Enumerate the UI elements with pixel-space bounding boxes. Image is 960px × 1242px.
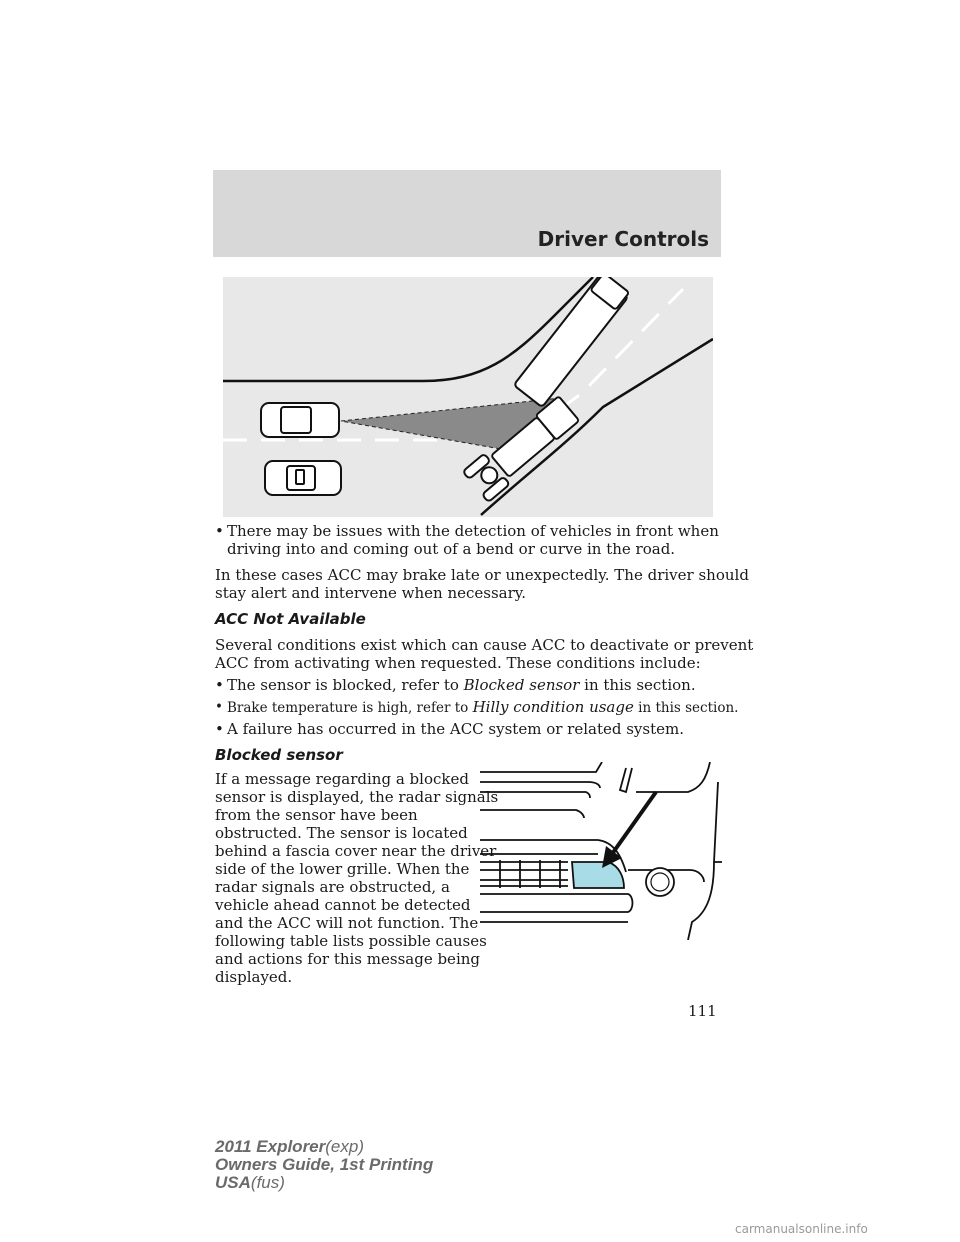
bullet-text: A failure has occurred in the ACC system or related system. — [227, 720, 684, 738]
paragraph-blocked-sensor-line: obstructed. The sensor is located — [215, 824, 468, 842]
bullet-brake-temperature — [215, 698, 738, 717]
footer-model-code: (exp) — [325, 1137, 364, 1156]
paragraph-blocked-sensor-line: If a message regarding a blocked — [215, 770, 469, 788]
paragraph-blocked-sensor-line: sensor is displayed, the radar signals — [215, 788, 499, 806]
paragraph-brake — [215, 566, 749, 602]
footer — [215, 1138, 433, 1192]
page-number: 111 — [688, 1002, 717, 1020]
footer-printing: Owners Guide, 1st Printing — [215, 1155, 434, 1174]
bullet-bend-line-2: driving into and coming out of a bend or curve in the road. — [227, 540, 676, 558]
curve-detection-illustration — [223, 277, 713, 517]
bullet-bend — [215, 522, 719, 558]
paragraph-blocked-sensor-line: side of the lower grille. When the — [215, 860, 470, 878]
paragraph-conditions — [215, 636, 753, 672]
paragraph-blocked-sensor — [215, 770, 498, 986]
reference-hilly-condition: Hilly condition usage — [472, 698, 634, 716]
heading-acc-not-available: ACC Not Available — [215, 610, 366, 628]
bullet-dot: • — [215, 522, 224, 540]
bullet-text: in this section. — [579, 676, 696, 694]
reference-blocked-sensor: Blocked sensor — [463, 676, 580, 694]
watermark: carmanualsonline.info — [735, 1222, 868, 1236]
paragraph-brake-line-1: In these cases ACC may brake late or unexpectedly. The driver should — [215, 566, 749, 584]
footer-market-code: (fus) — [250, 1173, 285, 1192]
paragraph-blocked-sensor-line: behind a fascia cover near the driver — [215, 842, 497, 860]
paragraph-blocked-sensor-line: radar signals are obstructed, a — [215, 878, 450, 896]
bullet-dot: • — [215, 676, 224, 694]
footer-market: USA — [215, 1173, 251, 1192]
paragraph-conditions-line-2: ACC from activating when requested. These conditions include: — [215, 654, 701, 672]
heading-blocked-sensor: Blocked sensor — [215, 746, 343, 764]
bullet-text: in this section. — [633, 700, 739, 716]
sensor-location-illustration — [478, 762, 722, 940]
bullet-dot: • — [215, 720, 224, 738]
section-title: Driver Controls — [537, 227, 709, 251]
bullet-failure — [215, 720, 684, 738]
paragraph-conditions-line-1: Several conditions exist which can cause ACC to deactivate or prevent — [215, 636, 754, 654]
header-band — [213, 170, 721, 257]
paragraph-blocked-sensor-line: and the ACC will not function. The — [215, 914, 479, 932]
footer-model: 2011 Explorer — [215, 1137, 326, 1156]
paragraph-blocked-sensor-line: displayed. — [215, 968, 293, 986]
paragraph-blocked-sensor-line: vehicle ahead cannot be detected — [215, 896, 471, 914]
bullet-text: The sensor is blocked, refer to — [227, 676, 464, 694]
paragraph-blocked-sensor-line: following table lists possible causes — [215, 932, 487, 950]
paragraph-brake-line-2: stay alert and intervene when necessary. — [215, 584, 527, 602]
paragraph-blocked-sensor-line: and actions for this message being — [215, 950, 480, 968]
paragraph-blocked-sensor-line: from the sensor have been — [215, 806, 418, 824]
bullet-bend-line-1: There may be issues with the detection of vehicles in front when — [227, 522, 719, 540]
bullet-text: Brake temperature is high, refer to — [227, 700, 473, 716]
bullet-dot: • — [215, 699, 223, 715]
bullet-sensor-blocked — [215, 676, 696, 694]
